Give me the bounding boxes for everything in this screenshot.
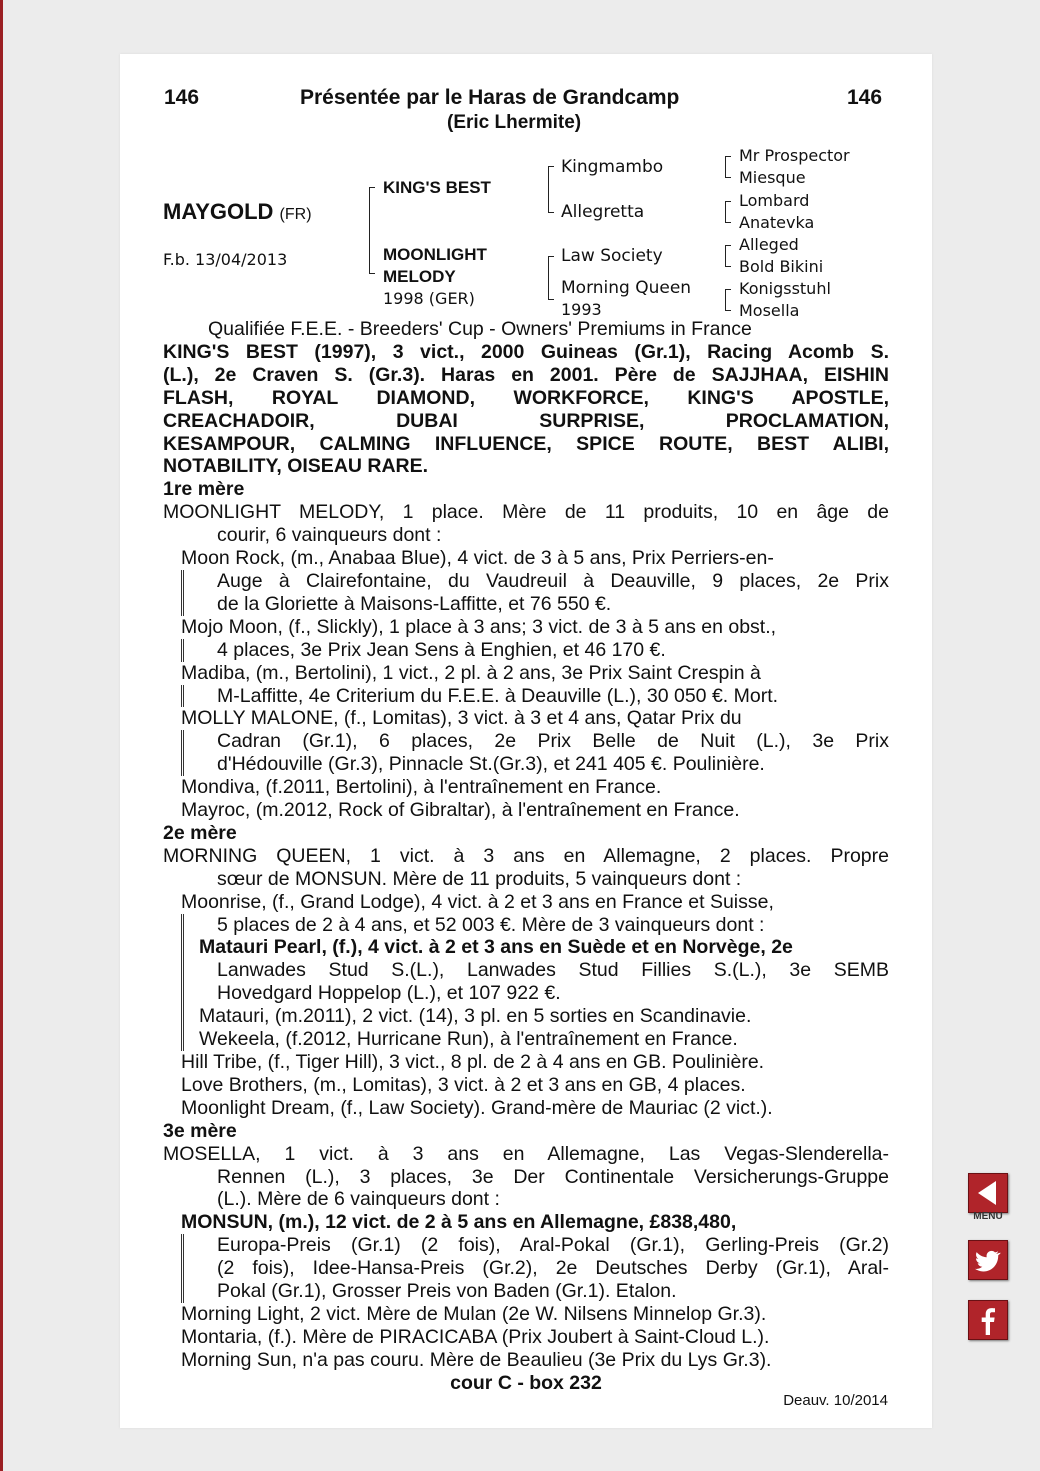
produce-continuation: [181, 730, 889, 776]
pedigree-ddd: Mosella: [739, 301, 800, 320]
catalogue-body: [163, 318, 889, 1395]
pedigree-sds: Lombard: [739, 191, 810, 210]
twitter-button[interactable]: [968, 1240, 1008, 1280]
produce-line: Love Brothers, (m., Lomitas), 3 vict. à 2 et 3 ans en GB, 4 places.: [181, 1073, 746, 1096]
twitter-icon: [969, 1241, 1007, 1279]
pedigree-bracket: [725, 201, 731, 223]
produce-line: MONSUN, (m.), 12 vict. de 2 à 5 ans en Allemagne, £838,480,: [181, 1211, 737, 1234]
produce-continuation: [181, 639, 889, 662]
pedigree-bracket: [725, 289, 731, 311]
mere3-line: MOSELLA, 1 vict. à 3 ans en Allemagne, Las Vegas-Slenderella-: [163, 1142, 889, 1165]
mere3-title: 3e mère: [163, 1119, 237, 1142]
facebook-icon: [969, 1301, 1007, 1339]
sire-line: NOTABILITY, OISEAU RARE.: [163, 455, 429, 478]
produce-line: Matauri Pearl, (f.), 4 vict. à 2 et 3 ans en Suède et en Norvège, 2e: [199, 936, 793, 959]
mere2-intro: MORNING QUEEN, 1 vict. à 3 ans en Allemagne, 2 places. Propre: [163, 844, 889, 867]
mere1-intro: courir, 6 vainqueurs dont :: [217, 524, 442, 547]
produce-line: Moon Rock, (m., Anabaa Blue), 4 vict. de 3 à 5 ans, Prix Perriers-en-: [181, 547, 774, 570]
produce-line: Morning Sun, n'a pas couru. Mère de Beaulieu (3e Prix du Lys Gr.3).: [181, 1348, 772, 1371]
page-edge-line: [0, 0, 3, 1471]
produce-line: Hovedgard Hoppelop (L.), et 107 922 €.: [217, 982, 561, 1005]
produce-line: d'Hédouville (Gr.3), Pinnacle St.(Gr.3), et 241 405 €. Poulinière.: [217, 753, 765, 776]
produce-line: Lanwades Stud S.(L.), Lanwades Stud Fillies S.(L.), 3e SEMB: [217, 959, 889, 982]
pedigree-bracket: [725, 156, 731, 178]
mere2-title: 2e mère: [163, 821, 237, 844]
produce-continuation: [181, 1234, 889, 1303]
pedigree-dam-info: 1998 (GER): [383, 289, 475, 308]
horse-name: MAYGOLD (FR): [163, 199, 312, 224]
sire-line: (L.), 2e Craven S. (Gr.3). Haras en 2001. Père de SAJJHAA, EISHIN: [163, 363, 889, 386]
produce-line: Morning Light, 2 vict. Mère de Mulan (2e W. Nilsens Minnelop Gr.3).: [181, 1302, 767, 1325]
location-line: cour C - box 232: [450, 1371, 602, 1394]
page-subtitle: (Eric Lhermite): [447, 112, 582, 133]
pedigree-dam: MOONLIGHT: [383, 245, 487, 264]
page-title: Présentée par le Haras de Grandcamp: [300, 86, 680, 109]
produce-line: Mondiva, (f.2011, Bertolini), à l'entraînement en France.: [181, 776, 662, 799]
pedigree-sss: Mr Prospector: [739, 146, 850, 165]
lot-number-right: 146: [847, 86, 883, 109]
produce-line: Mayroc, (m.2012, Rock of Gibraltar), à l'entraînement en France.: [181, 799, 740, 822]
pedigree-ds: Law Society: [561, 246, 663, 266]
produce-line: Auge à Clairefontaine, du Vaudreuil à Deauville, 9 places, 2e Prix: [217, 569, 889, 592]
mere3-line: (L.). Mère de 6 vainqueurs dont :: [217, 1188, 500, 1211]
produce-line: Montaria, (f.). Mère de PIRACICABA (Prix Joubert à Saint-Cloud L.).: [181, 1325, 770, 1348]
pedigree-ssd: Miesque: [739, 168, 806, 187]
sire-line: KING'S BEST (1997), 3 vict., 2000 Guineas (Gr.1), Racing Acomb S.: [163, 340, 889, 363]
produce-line: de la Gloriette à Maisons-Laffitte, et 76 550 €.: [217, 592, 612, 615]
produce-line: Madiba, (m., Bertolini), 1 vict., 2 pl. à 2 ans, 3e Prix Saint Crespin à: [181, 661, 761, 684]
produce-line: Moonrise, (f., Grand Lodge), 4 vict. à 2 et 3 ans en France et Suisse,: [181, 890, 774, 913]
pedigree-ss: Kingmambo: [561, 157, 664, 177]
produce-continuation: [181, 685, 889, 708]
sire-line: KESAMPOUR, CALMING INFLUENCE, SPICE ROUTE, BEST ALIBI,: [163, 432, 889, 455]
left-triangle-icon: [969, 1174, 1007, 1212]
pedigree-dam-line2: MELODY: [383, 267, 456, 286]
facebook-button[interactable]: [968, 1300, 1008, 1340]
pedigree-bracket: [725, 245, 731, 267]
pedigree-dss: Alleged: [739, 235, 799, 254]
pedigree-sdd: Anatevka: [739, 213, 815, 232]
produce-continuation: [181, 570, 889, 616]
footer-date: Deauv. 10/2014: [783, 1392, 888, 1409]
produce-line: Cadran (Gr.1), 6 places, 2e Prix Belle de Nuit (L.), 3e Prix: [217, 730, 889, 753]
pedigree-sd: Allegretta: [561, 202, 645, 222]
menu-label: MENU: [973, 1211, 1003, 1222]
produce-line: Wekeela, (f.2012, Hurricane Run), à l'entraînement en France.: [199, 1028, 738, 1051]
produce-line: MOLLY MALONE, (f., Lomitas), 3 vict. à 3 et 4 ans, Qatar Prix du: [181, 707, 742, 730]
produce-line: Matauri, (m.2011), 2 vict. (14), 3 pl. en 5 sorties en Scandinavie.: [199, 1005, 752, 1028]
menu-button[interactable]: [968, 1173, 1008, 1213]
pedigree-bracket: [369, 187, 375, 274]
pedigree-bracket: [548, 166, 554, 213]
pedigree-dd: Morning Queen: [561, 278, 692, 298]
mere1-intro: MOONLIGHT MELODY, 1 place. Mère de 11 produits, 10 en âge de: [163, 501, 889, 524]
pedigree-dsd: Bold Bikini: [739, 257, 824, 276]
qualification-line: Qualifiée F.E.E. - Breeders' Cup - Owners' Premiums in France: [208, 318, 752, 340]
produce-line: 4 places, 3e Prix Jean Sens à Enghien, et 46 170 €.: [217, 638, 666, 661]
sire-line: CREACHADOIR, DUBAI SURPRISE, PROCLAMATION,: [163, 409, 889, 432]
pedigree-dd-year: 1993: [561, 300, 602, 319]
sire-summary: [163, 341, 889, 478]
produce-line: 5 places de 2 à 4 ans, et 52 003 €. Mère de 3 vainqueurs dont :: [217, 913, 765, 936]
produce-line: Pokal (Gr.1), Grosser Preis von Baden (Gr.1). Etalon.: [217, 1280, 677, 1303]
produce-line: Mojo Moon, (f., Slickly), 1 place à 3 ans; 3 vict. de 3 à 5 ans en obst.,: [181, 615, 777, 638]
produce-line: Europa-Preis (Gr.1) (2 fois), Aral-Pokal (Gr.1), Gerling-Preis (Gr.2): [217, 1234, 889, 1257]
mere3-line: Rennen (L.), 3 places, 3e Der Continentale Versicherungs-Gruppe: [217, 1165, 889, 1188]
lot-number-left: 146: [164, 86, 200, 109]
produce-continuation: [181, 914, 889, 1051]
produce-line: Hill Tribe, (f., Tiger Hill), 3 vict., 8 pl. de 2 à 4 ans en GB. Poulinière.: [181, 1051, 765, 1073]
produce-line: (2 fois), Idee-Hansa-Preis (Gr.2), 2e Deutsches Derby (Gr.1), Aral-: [217, 1257, 889, 1280]
mere2-intro: sœur de MONSUN. Mère de 11 produits, 5 vainqueurs dont :: [217, 867, 742, 890]
pedigree-bracket: [548, 256, 554, 300]
horse-details: F.b. 13/04/2013: [163, 250, 288, 269]
sire-line: FLASH, ROYAL DIAMOND, WORKFORCE, KING'S APOSTLE,: [163, 386, 889, 409]
mere1-title: 1re mère: [163, 478, 245, 501]
produce-line: Moonlight Dream, (f., Law Society). Grand-mère de Mauriac (2 vict.).: [181, 1096, 773, 1119]
pedigree-dds: Konigsstuhl: [739, 279, 831, 298]
produce-line: M-Laffitte, 4e Criterium du F.E.E. à Deauville (L.), 30 050 €. Mort.: [217, 684, 779, 707]
pedigree-sire: KING'S BEST: [383, 178, 491, 197]
